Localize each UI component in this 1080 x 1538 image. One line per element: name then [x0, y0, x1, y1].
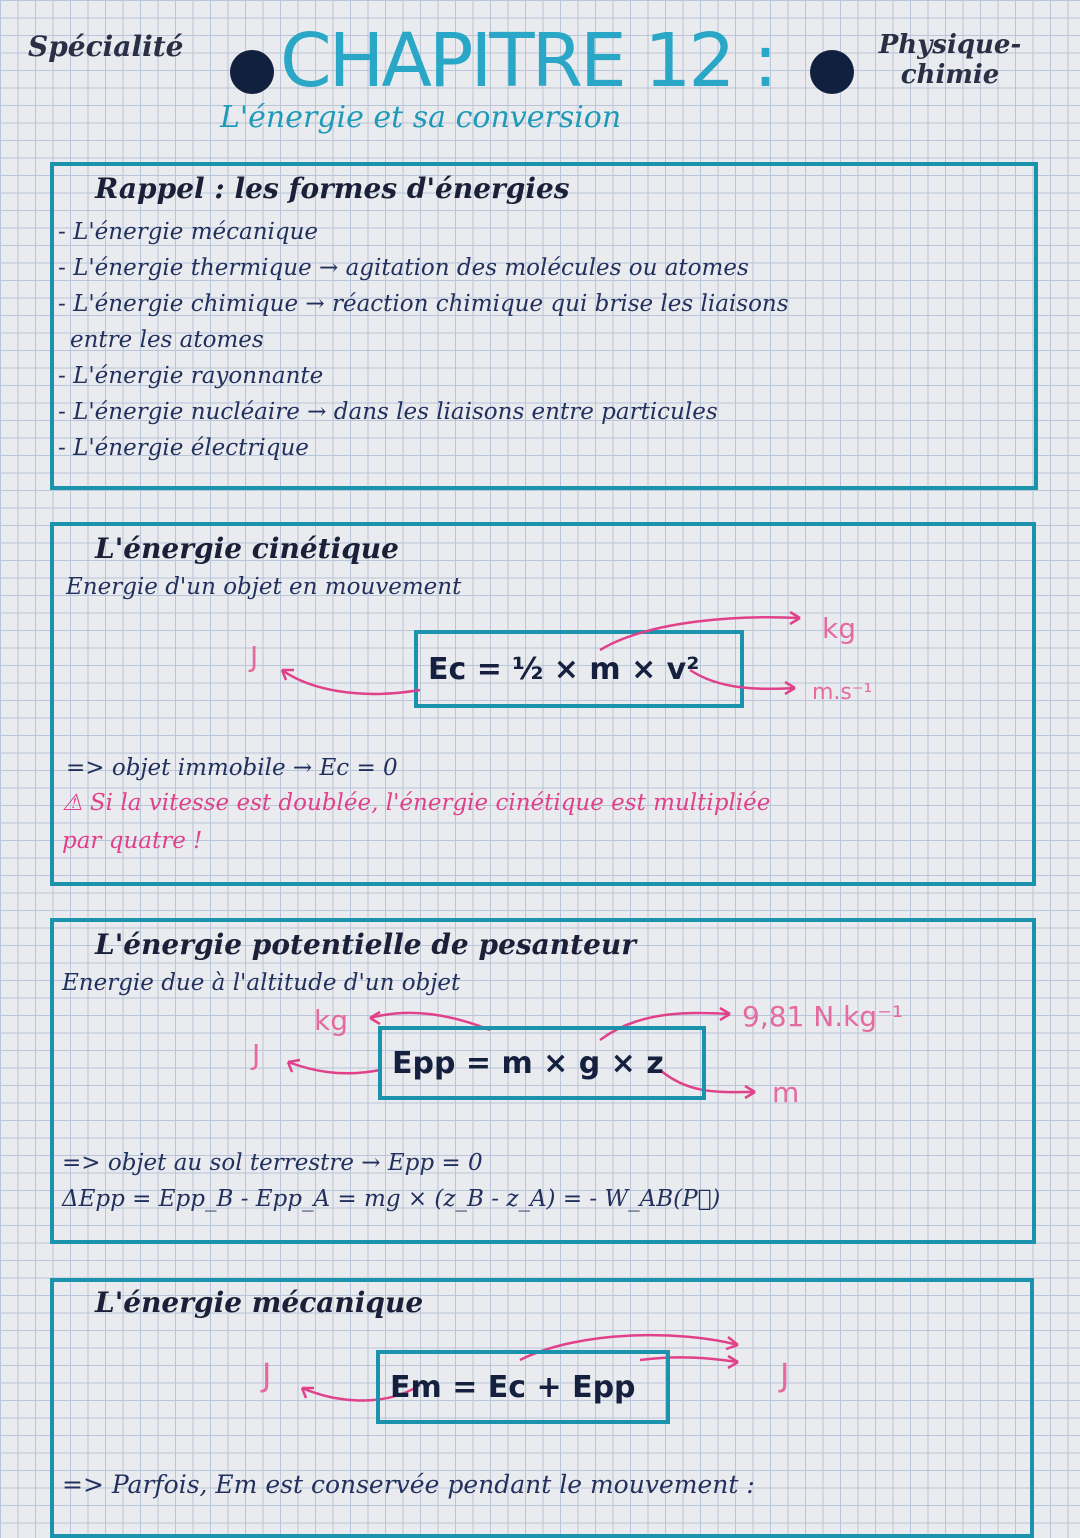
mechanical-energy-formula: Em = Ec + Epp: [376, 1350, 670, 1424]
unit-kg: kg: [822, 612, 856, 645]
cinetique-definition: Energie d'un objet en mouvement: [66, 574, 462, 600]
kinetic-energy-formula: Ec = ½ × m × v²: [414, 630, 744, 708]
list-item: - L'énergie thermique → agitation des molécules ou atomes: [58, 255, 749, 281]
unit-kg: kg: [314, 1004, 348, 1037]
unit-g: 9,81 N.kg⁻¹: [742, 1000, 904, 1033]
chapter-subtitle: L'énergie et sa conversion: [220, 100, 622, 135]
list-item: - L'énergie nucléaire → dans les liaisons entre particules: [58, 399, 718, 425]
unit-joule-left: J: [262, 1356, 272, 1394]
unit-joule: J: [250, 640, 259, 673]
list-item: - L'énergie chimique → réaction chimique qui brise les liaisons: [58, 291, 789, 317]
unit-meter: m: [772, 1076, 800, 1109]
rappel-title: Rappel : les formes d'énergies: [95, 172, 570, 205]
potentielle-title: L'énergie potentielle de pesanteur: [95, 928, 637, 961]
unit-joule: J: [252, 1038, 261, 1071]
mecanique-title: L'énergie mécanique: [95, 1286, 424, 1319]
warning-text-cont: par quatre !: [62, 828, 203, 854]
list-item: - L'énergie électrique: [58, 435, 309, 461]
list-item: entre les atomes: [70, 327, 264, 353]
discipline-label: Physique-chimie: [878, 30, 1022, 90]
list-item: - L'énergie rayonnante: [58, 363, 324, 389]
warning-text: ⚠ Si la vitesse est doublée, l'énergie cinétique est multipliée: [62, 790, 771, 816]
potential-energy-formula: Epp = m × g × z: [378, 1026, 706, 1100]
subject-label: Spécialité: [28, 30, 184, 63]
mecanique-note: => Parfois, Em est conservée pendant le mouvement :: [62, 1470, 755, 1499]
potentielle-note: => objet au sol terrestre → Epp = 0: [62, 1150, 483, 1176]
unit-speed: m.s⁻¹: [812, 680, 873, 705]
cinetique-title: L'énergie cinétique: [95, 532, 399, 565]
chapter-title: CHAPITRE 12 :: [280, 18, 775, 104]
unit-joule-right: J: [780, 1356, 790, 1394]
delta-epp-formula: ΔEpp = Epp_B - Epp_A = mg × (z_B - z_A) = - W_AB(P⃗): [62, 1186, 721, 1212]
cinetique-note: => objet immobile → Ec = 0: [66, 755, 398, 781]
list-item: - L'énergie mécanique: [58, 219, 319, 245]
potentielle-definition: Energie due à l'altitude d'un objet: [62, 970, 461, 996]
